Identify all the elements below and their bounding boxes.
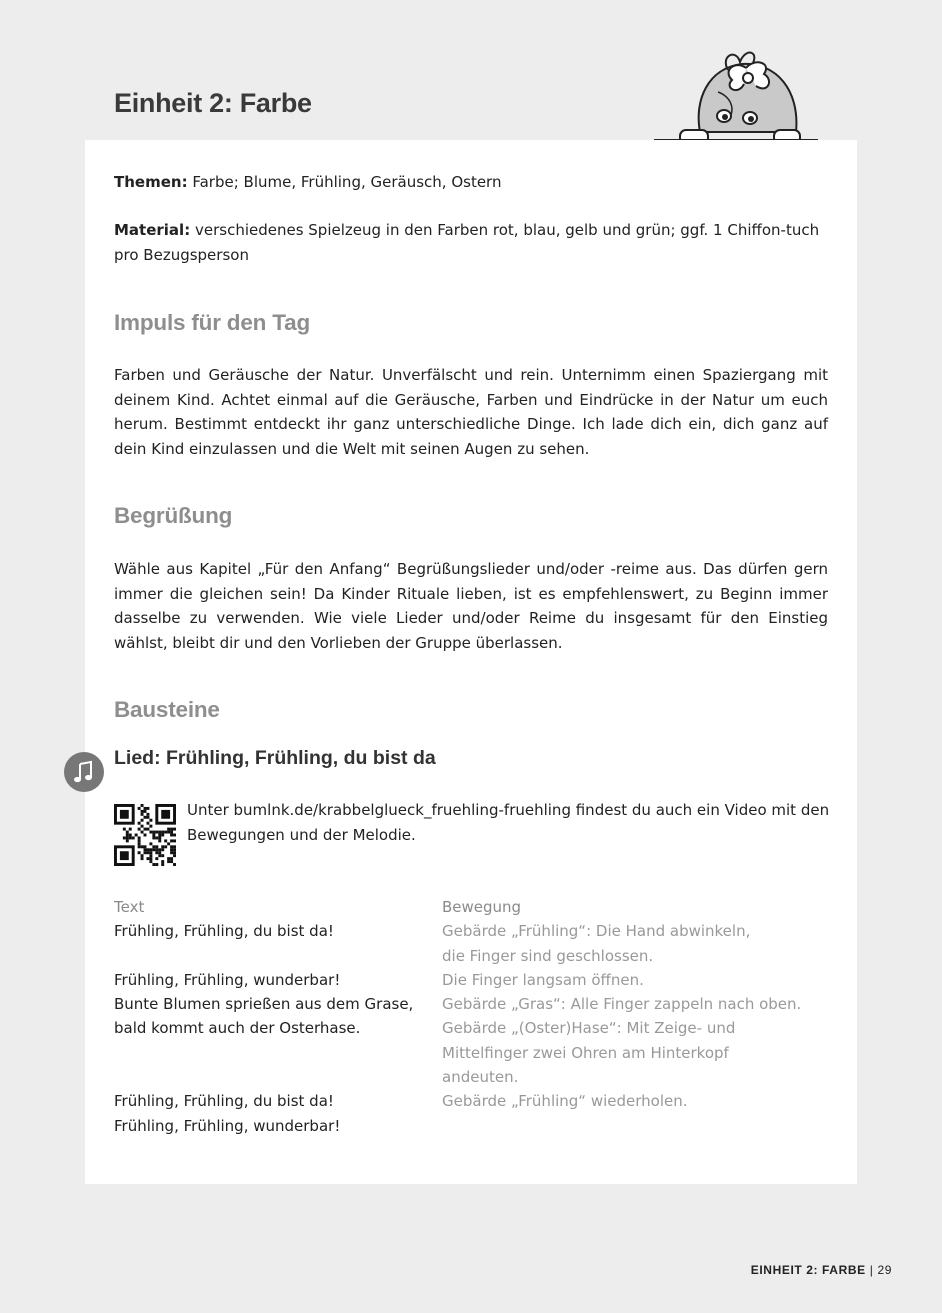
text-line: bald kommt auch der Osterhase. (114, 1019, 361, 1038)
material-line (114, 218, 828, 267)
footer-section: EINHEIT 2: FARBE (750, 1263, 866, 1277)
movement-column (442, 895, 842, 1138)
text-line: Frühling, Frühling, du bist da! (114, 1092, 334, 1111)
movement-column-header: Bewegung (442, 898, 522, 916)
impuls-text: Farben und Geräusche der Natur. Unverfälscht und rein. Unternimm einen Spaziergang mit deinem Kind. Achtet einmal auf die Geräusche, Farben und Eindrücke in der Natur um euch herum. Bestimmt entdeckt ihr ganz unterschiedliche Dinge. Ich lade dich ein, dich ganz auf dein Kind einzulassen und die Welt mit seinen Augen zu sehen. (114, 366, 828, 458)
video-hint-text: Unter bumlnk.de/krabbelglueck_fruehling-fruehling findest du auch ein Video mit den Bewegungen und der Melodie. (187, 801, 830, 844)
themen-label: Themen: (114, 173, 188, 191)
movement-line: Gebärde „Frühling“ wiederholen. (442, 1092, 688, 1111)
movement-line: Die Finger langsam öffnen. (442, 970, 644, 989)
movement-line: andeuten. (442, 1068, 519, 1087)
qr-code-icon[interactable] (114, 804, 176, 866)
text-line: Frühling, Frühling, wunderbar! (114, 970, 341, 989)
movement-line: Gebärde „(Oster)Hase“: Mit Zeige- und (442, 1019, 736, 1038)
movement-line: Mittelfinger zwei Ohren am Hinterkopf (442, 1043, 729, 1062)
bausteine-heading: Bausteine (114, 697, 220, 722)
begruessung-heading: Begrüßung (114, 503, 233, 528)
impuls-heading: Impuls für den Tag (114, 310, 310, 335)
text-line (114, 1041, 434, 1065)
page-title: Einheit 2: Farbe (114, 88, 312, 118)
footer-separator: | (869, 1263, 874, 1277)
page-number: 29 (877, 1263, 892, 1277)
text-column-header: Text (114, 898, 145, 916)
music-note-icon (64, 752, 104, 792)
movement-line: Gebärde „Frühling“: Die Hand abwinkeln, (442, 922, 751, 941)
page-footer (751, 1263, 892, 1277)
text-column (114, 895, 434, 1138)
themen-line (114, 170, 828, 195)
begruessung-text: Wähle aus Kapitel „Für den Anfang“ Begrüßungslieder und/oder -reime aus. Das dürfen gern immer die gleichen sein! Da Kinder Rituale lieben, ist es empfehlenswert, zu Beginn immer dasselbe zu verwenden. Wie viele Lieder und/oder Reime du insgesamt für den Einstieg wählst, bleibt dir und den Vorlieben der Gruppe überlassen. (114, 560, 828, 652)
text-line: Frühling, Frühling, wunderbar! (114, 1116, 341, 1135)
material-label: Material: (114, 221, 191, 239)
movement-line: Gebärde „Gras“: Alle Finger zappeln nach oben. (442, 995, 802, 1014)
baby-illustration (650, 40, 822, 146)
themen-text: Farbe; Blume, Frühling, Geräusch, Ostern (192, 173, 502, 191)
movement-line (442, 1114, 842, 1138)
text-line (114, 944, 434, 968)
text-line (114, 1065, 434, 1089)
song-title: Lied: Frühling, Frühling, du bist da (114, 747, 436, 769)
movement-line: die Finger sind geschlossen. (442, 946, 654, 965)
text-line: Frühling, Frühling, du bist da! (114, 922, 334, 941)
text-line: Bunte Blumen sprießen aus dem Grase, (114, 995, 414, 1014)
material-text: verschiedenes Spielzeug in den Farben rot, blau, gelb und grün; ggf. 1 Chiffon-tuch pro Bezugsperson (114, 221, 820, 264)
